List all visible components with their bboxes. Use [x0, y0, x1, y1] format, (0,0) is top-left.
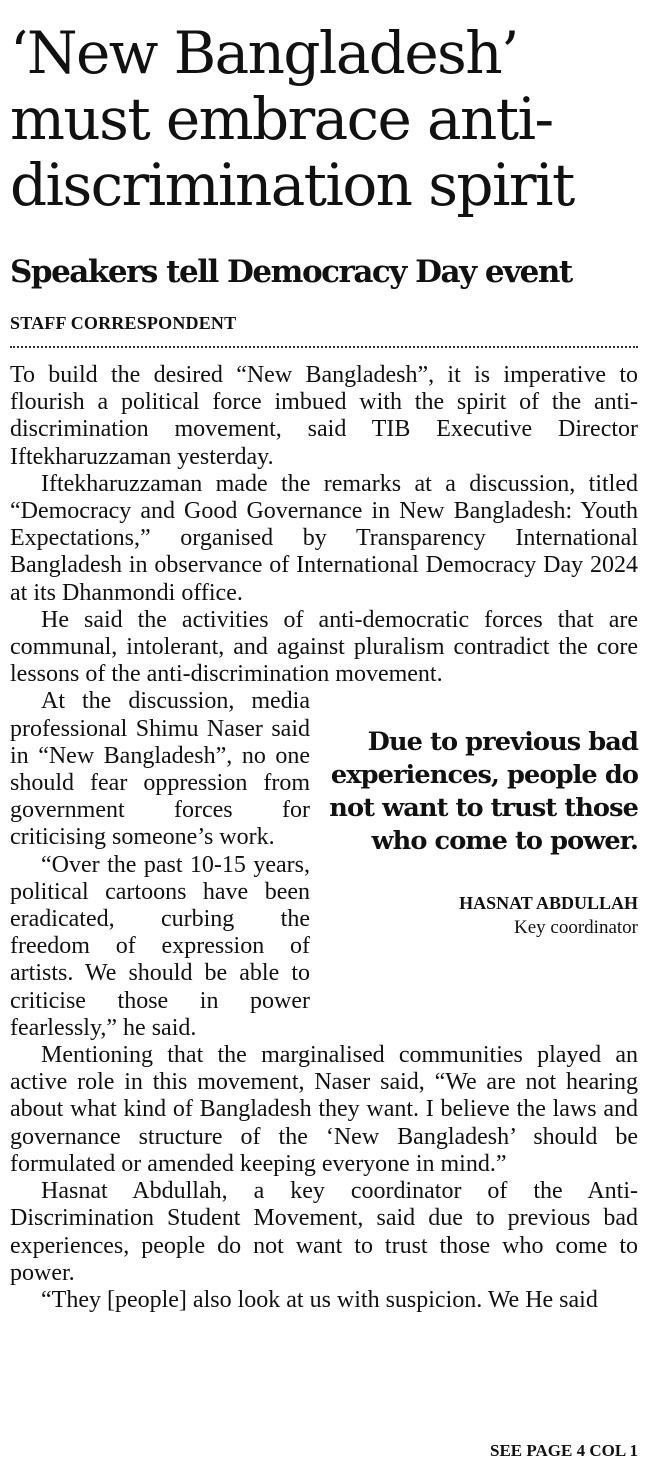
headline-line-3: discrimination spirit: [10, 151, 574, 219]
paragraph-2: Iftekharuzzaman made the remarks at a discussion, titled “Democracy and Good Governance in New Bangladesh: Youth Expectations,” organised by Transparency International Bangladesh in observance of International Democracy Day 2024 at its Dhanmondi office.: [10, 470, 638, 606]
headline-line-2: must embrace anti-: [10, 85, 553, 153]
pull-quote-text: Due to previous bad experiences, people do not want to trust those who come to power.: [329, 727, 638, 857]
pull-quote-attribution-role: Key coordinator: [514, 917, 638, 939]
dotted-divider: [10, 346, 638, 348]
byline: STAFF CORRESPONDENT: [10, 313, 237, 333]
paragraph-8: “They [people] also look at us with suspicion. We He said: [41, 1286, 598, 1313]
paragraph-4: At the discussion, media professional Shimu Naser said in “New Bangladesh”, no one should fear oppression from government forces for criticising someone’s work.: [10, 688, 310, 851]
pull-quote-attribution-name: HASNAT ABDULLAH: [459, 893, 638, 914]
headline: [10, 20, 642, 218]
subheadline: Speakers tell Democracy Day event: [10, 254, 572, 290]
article-body: [10, 362, 638, 1314]
paragraph-3: He said the activities of anti-democratic forces that are communal, intolerant, and against pluralism contradict the core lessons of the anti-discrimination movement.: [10, 606, 638, 688]
headline-line-1: ‘New Bangladesh’: [10, 19, 518, 87]
paragraph-7: Hasnat Abdullah, a key coordinator of the Anti-Discrimination Student Movement, said due to previous bad experiences, people do not want to trust those who come to power.: [10, 1178, 638, 1286]
paragraph-5: “Over the past 10-15 years, political cartoons have been eradicated, curbing the freedom of expression of artists. We should be able to criticise those in power fearlessly,” he said.: [10, 851, 310, 1041]
paragraph-1: To build the desired “New Bangladesh”, it is imperative to flourish a political force imbued with the spirit of the anti-discrimination movement, said TIB Executive Director Iftekharuzzaman yesterday.: [10, 362, 638, 470]
pull-quote: [328, 726, 638, 1022]
continuation-note: SEE PAGE 4 COL 1: [490, 1441, 638, 1460]
paragraph-6: Mentioning that the marginalised communities played an active role in this movement, Naser said, “We are not hearing about what kind of Bangladesh they want. I believe the laws and governance structure of the ‘New Bangladesh’ should be formulated or amended keeping everyone in mind.”: [10, 1042, 638, 1177]
